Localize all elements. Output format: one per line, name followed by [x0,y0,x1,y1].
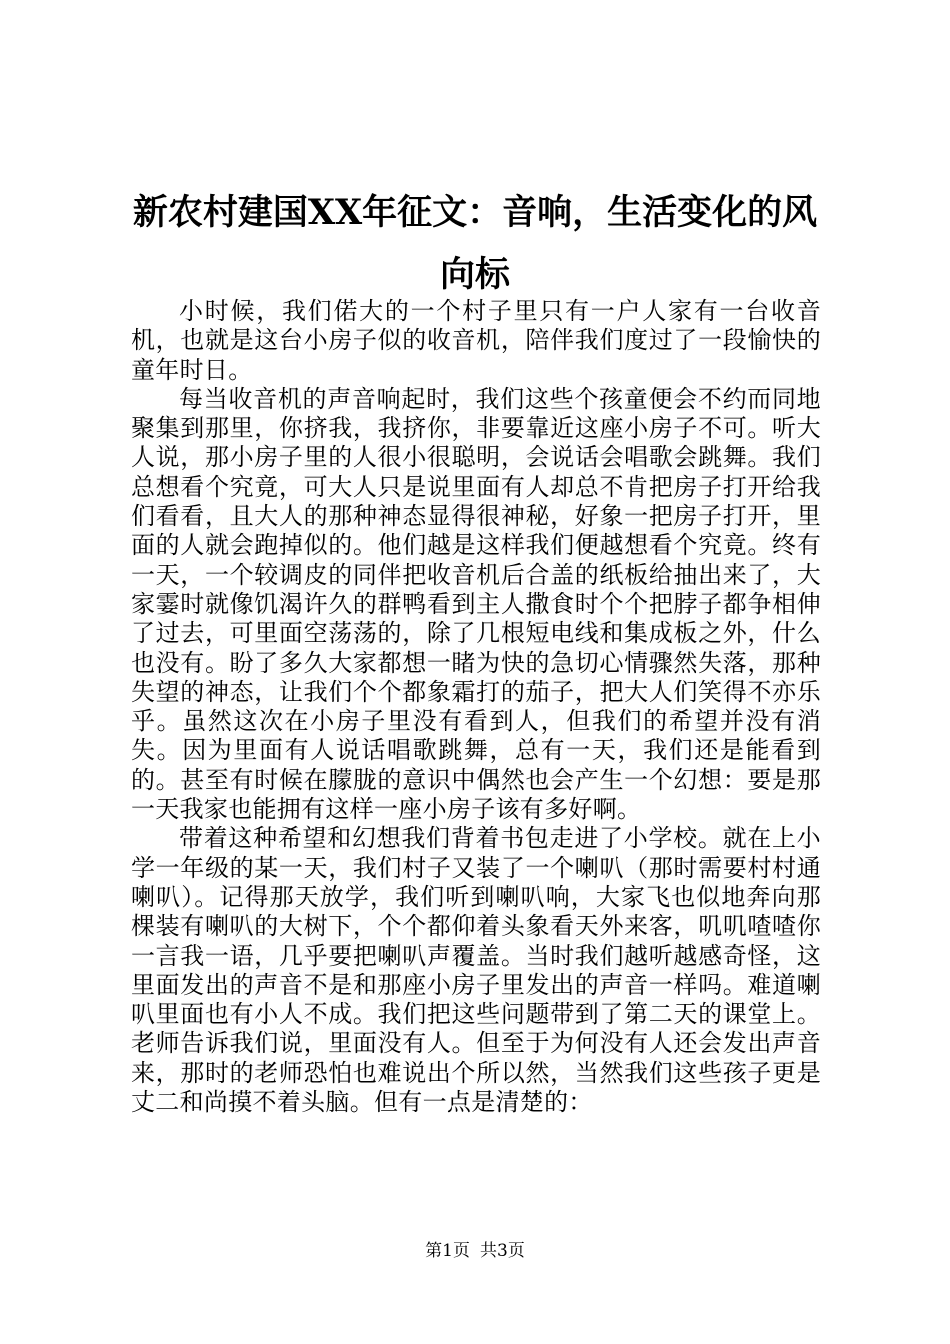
paragraph: 带着这种希望和幻想我们背着书包走进了小学校。就在上小学一年级的某一天，我们村子又装了一个喇叭（那时需要村村通喇叭）。记得那天放学，我们听到喇叭响，大家飞也似地奔向那棵装有喇叭的大树下，个个都仰着头象看天外来客，叽叽喳喳你一言我一语，几乎要把喇叭声覆盖。当时我们越听越感奇怪，这里面发出的声音不是和那座小房子里发出的声音一样吗。难道喇叭里面也有小人不成。我们把这些问题带到了第二天的课堂上。老师告诉我们说，里面没有人。但至于为何没有人还会发出声音来，那时的老师恐怕也难说出个所以然，当然我们这些孩子更是丈二和尚摸不着头脑。但有一点是清楚的： [131,824,821,1117]
paragraph: 每当收音机的声音响起时，我们这些个孩童便会不约而同地聚集到那里，你挤我，我挤你，非要靠近这座小房子不可。听大人说，那小房子里的人很小很聪明，会说话会唱歌会跳舞。我们总想看个究竟，可大人只是说里面有人却总不肯把房子打开给我们看看，且大人的那种神态显得很神秘，好象一把房子打开，里面的人就会跑掉似的。他们越是这样我们便越想看个究竟。终有一天，一个较调皮的同伴把收音机后合盖的纸板给抽出来了，大家霎时就像饥渴许久的群鸭看到主人撒食时个个把脖子都争相伸了过去，可里面空荡荡的，除了几根短电线和集成板之外，什么也没有。盼了多久大家都想一睹为快的急切心情骤然失落，那种失望的神态，让我们个个都象霜打的茄子，把大人们笑得不亦乐乎。虽然这次在小房子里没有看到人，但我们的希望并没有消失。因为里面有人说话唱歌跳舞，总有一天，我们还是能看到的。甚至有时候在朦胧的意识中偶然也会产生一个幻想：要是那一天我家也能拥有这样一座小房子该有多好啊。 [131,384,821,824]
title-line-2: 向标 [439,254,510,295]
page-total: 共3页 [480,1241,525,1261]
article-body [131,297,821,1117]
paragraph: 小时候，我们偌大的一个村子里只有一户人家有一台收音机，也就是这台小房子似的收音机，陪伴我们度过了一段愉快的童年时日。 [131,297,821,384]
page-footer [0,1240,950,1262]
title-line-1: 新农村建国XX年征文：音响，生活变化的风 [132,192,818,233]
page-title [110,182,840,306]
page-number: 第1页 [425,1241,470,1261]
